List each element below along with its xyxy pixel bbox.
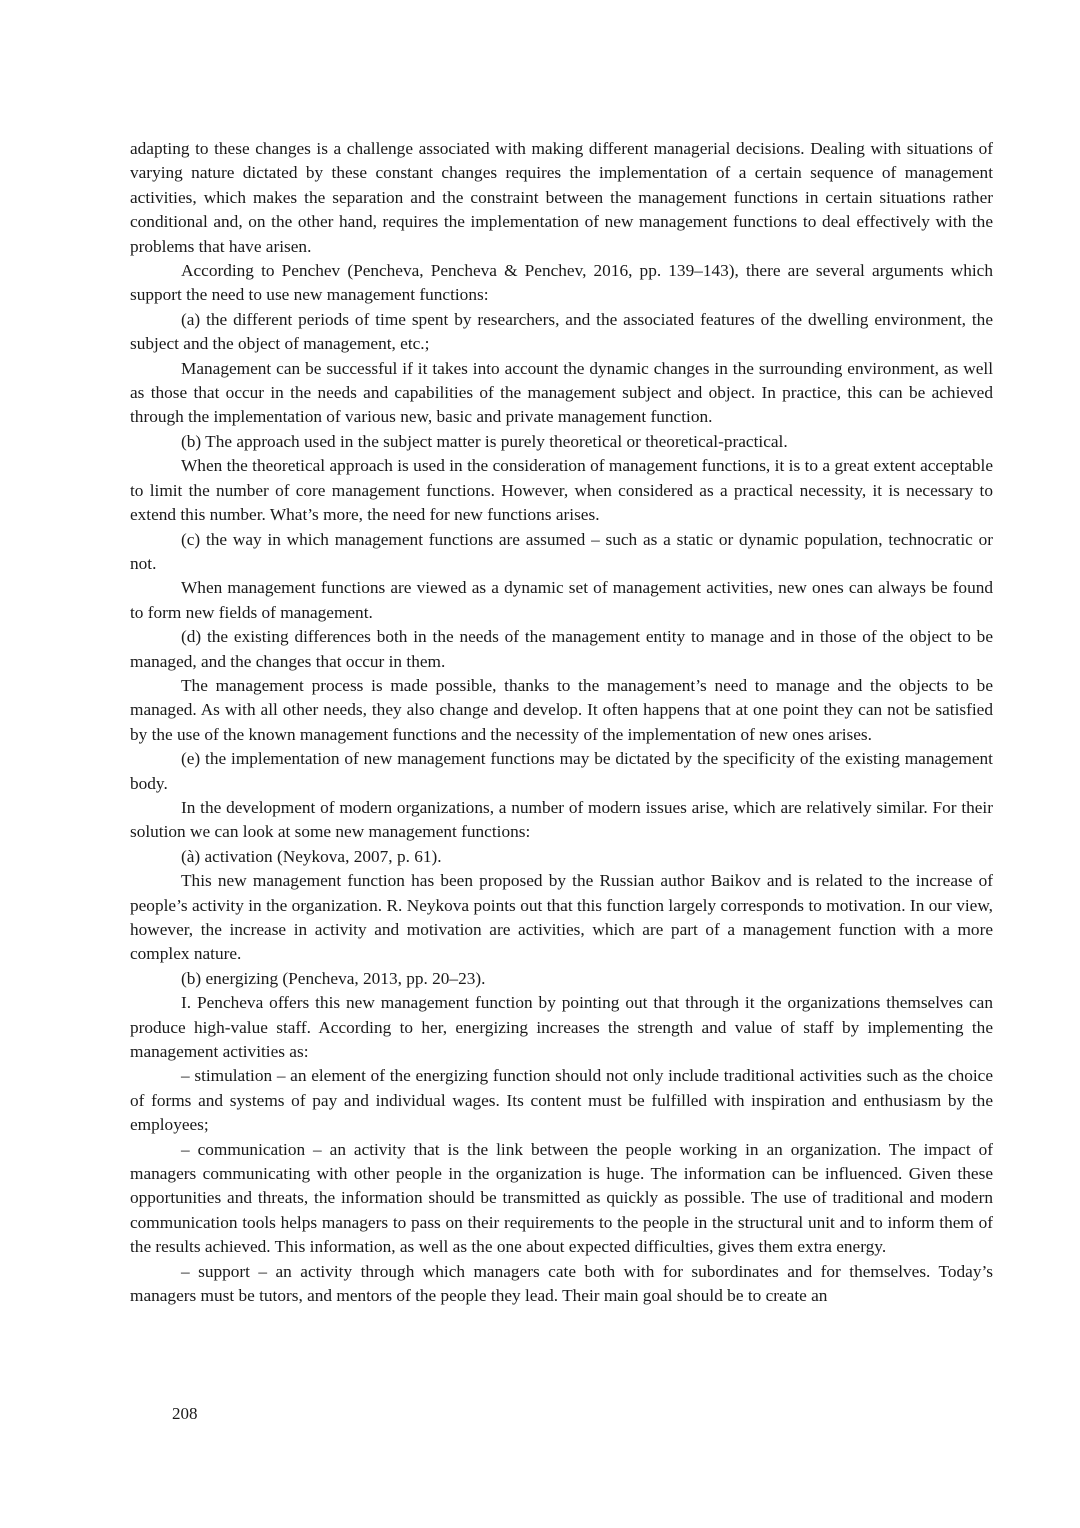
paragraph-activation-description: This new management function has been proposed by the Russian author Baikov and is related to the increase of people’s activity in the organization. R. Neykova points out that this function largely corresponds to motivation. In our view, however, the increase in activity and motivation are activities, which are part of a management function with a more complex nature.	[130, 871, 993, 964]
list-item-c: (c) the way in which management functions are assumed – such as a static or dynamic population, technocratic or not.	[130, 529, 993, 573]
list-item-activation: (à) activation (Neykova, 2007, p. 61).	[181, 846, 442, 866]
list-item-e: (e) the implementation of new management functions may be dictated by the specificity of the existing management body.	[130, 749, 993, 793]
paragraph-theoretical-approach: When the theoretical approach is used in the consideration of management functions, it is to a great extent acceptable to limit the number of core management functions. However, when considered as a practical necessity, it is necessary to extend this number. What’s more, the need for new functions arises.	[130, 456, 993, 525]
bullet-stimulation: – stimulation – an element of the energizing function should not only include traditional activities such as the choice of forms and systems of pay and individual wages. Its content must be fulfilled with inspiration and enthusiasm by the employees;	[130, 1066, 993, 1135]
paragraph-successful-management: Management can be successful if it takes into account the dynamic changes in the surrounding environment, as well as those that occur in the needs and capabilities of the management subject and object. In practice, this can be achieved through the implementation of various new, basic and private management function.	[130, 358, 993, 427]
page-body	[130, 137, 993, 1309]
paragraph-management-process: The management process is made possible, thanks to the management’s need to manage and the objects to be managed. As with all other needs, they also change and develop. It often happens that at one point they can not be satisfied by the use of the known management functions and the necessity of the implementation of new ones arises.	[130, 675, 993, 744]
paragraph-dynamic-set: When management functions are viewed as a dynamic set of management activities, new ones can always be found to form new fields of management.	[130, 578, 993, 622]
list-item-d: (d) the existing differences both in the needs of the management entity to manage and in those of the object to be managed, and the changes that occur in them.	[130, 627, 993, 671]
paragraph-energizing-description: I. Pencheva offers this new management function by pointing out that through it the organizations themselves can produce high-value staff. According to her, energizing increases the strength and value of staff by implementing the management activities as:	[130, 993, 993, 1062]
list-item-a: (a) the different periods of time spent by researchers, and the associated features of the dwelling environment, the subject and the object of management, etc.;	[130, 309, 993, 354]
paragraph-modern-organizations: In the development of modern organizations, a number of modern issues arise, which are relatively similar. For their solution we can look at some new management functions:	[130, 797, 993, 842]
paragraph-penchev-arguments: According to Penchev (Pencheva, Pencheva & Penchev, 2016, pp. 139–143), there are several arguments which support the need to use new management functions:	[130, 261, 993, 305]
list-item-b-approach: (b) The approach used in the subject matter is purely theoretical or theoretical-practical.	[181, 431, 788, 451]
paragraph-intro-continuation: adapting to these changes is a challenge associated with making different managerial decisions. Dealing with situations of varying nature dictated by these constant changes requires the implementation of a certain sequence of management activities, which makes the separation and the constraint between the management functions in certain situations rather conditional and, on the other hand, requires the implementation of new management functions to deal effectively with the problems that have arisen.	[130, 139, 993, 256]
bullet-communication: – communication – an activity that is the link between the people working in an organization. The impact of managers communicating with other people in the organization is huge. The information can be influenced. Given these opportunities and threats, the information should be transmitted as quickly as possible. The use of traditional and modern communication tools helps managers to pass on their requirements to the people in the structural unit and to inform them of the results achieved. This information, as well as the one about expected difficulties, gives them extra energy.	[130, 1139, 993, 1257]
page-number: 208	[172, 1404, 198, 1423]
list-item-energizing: (b) energizing (Pencheva, 2013, pp. 20–23).	[181, 968, 486, 988]
bullet-support: – support – an activity through which managers cate both with for subordinates and for themselves. Today’s managers must be tutors, and mentors of the people they lead. Their main goal should be to create an	[130, 1261, 993, 1306]
